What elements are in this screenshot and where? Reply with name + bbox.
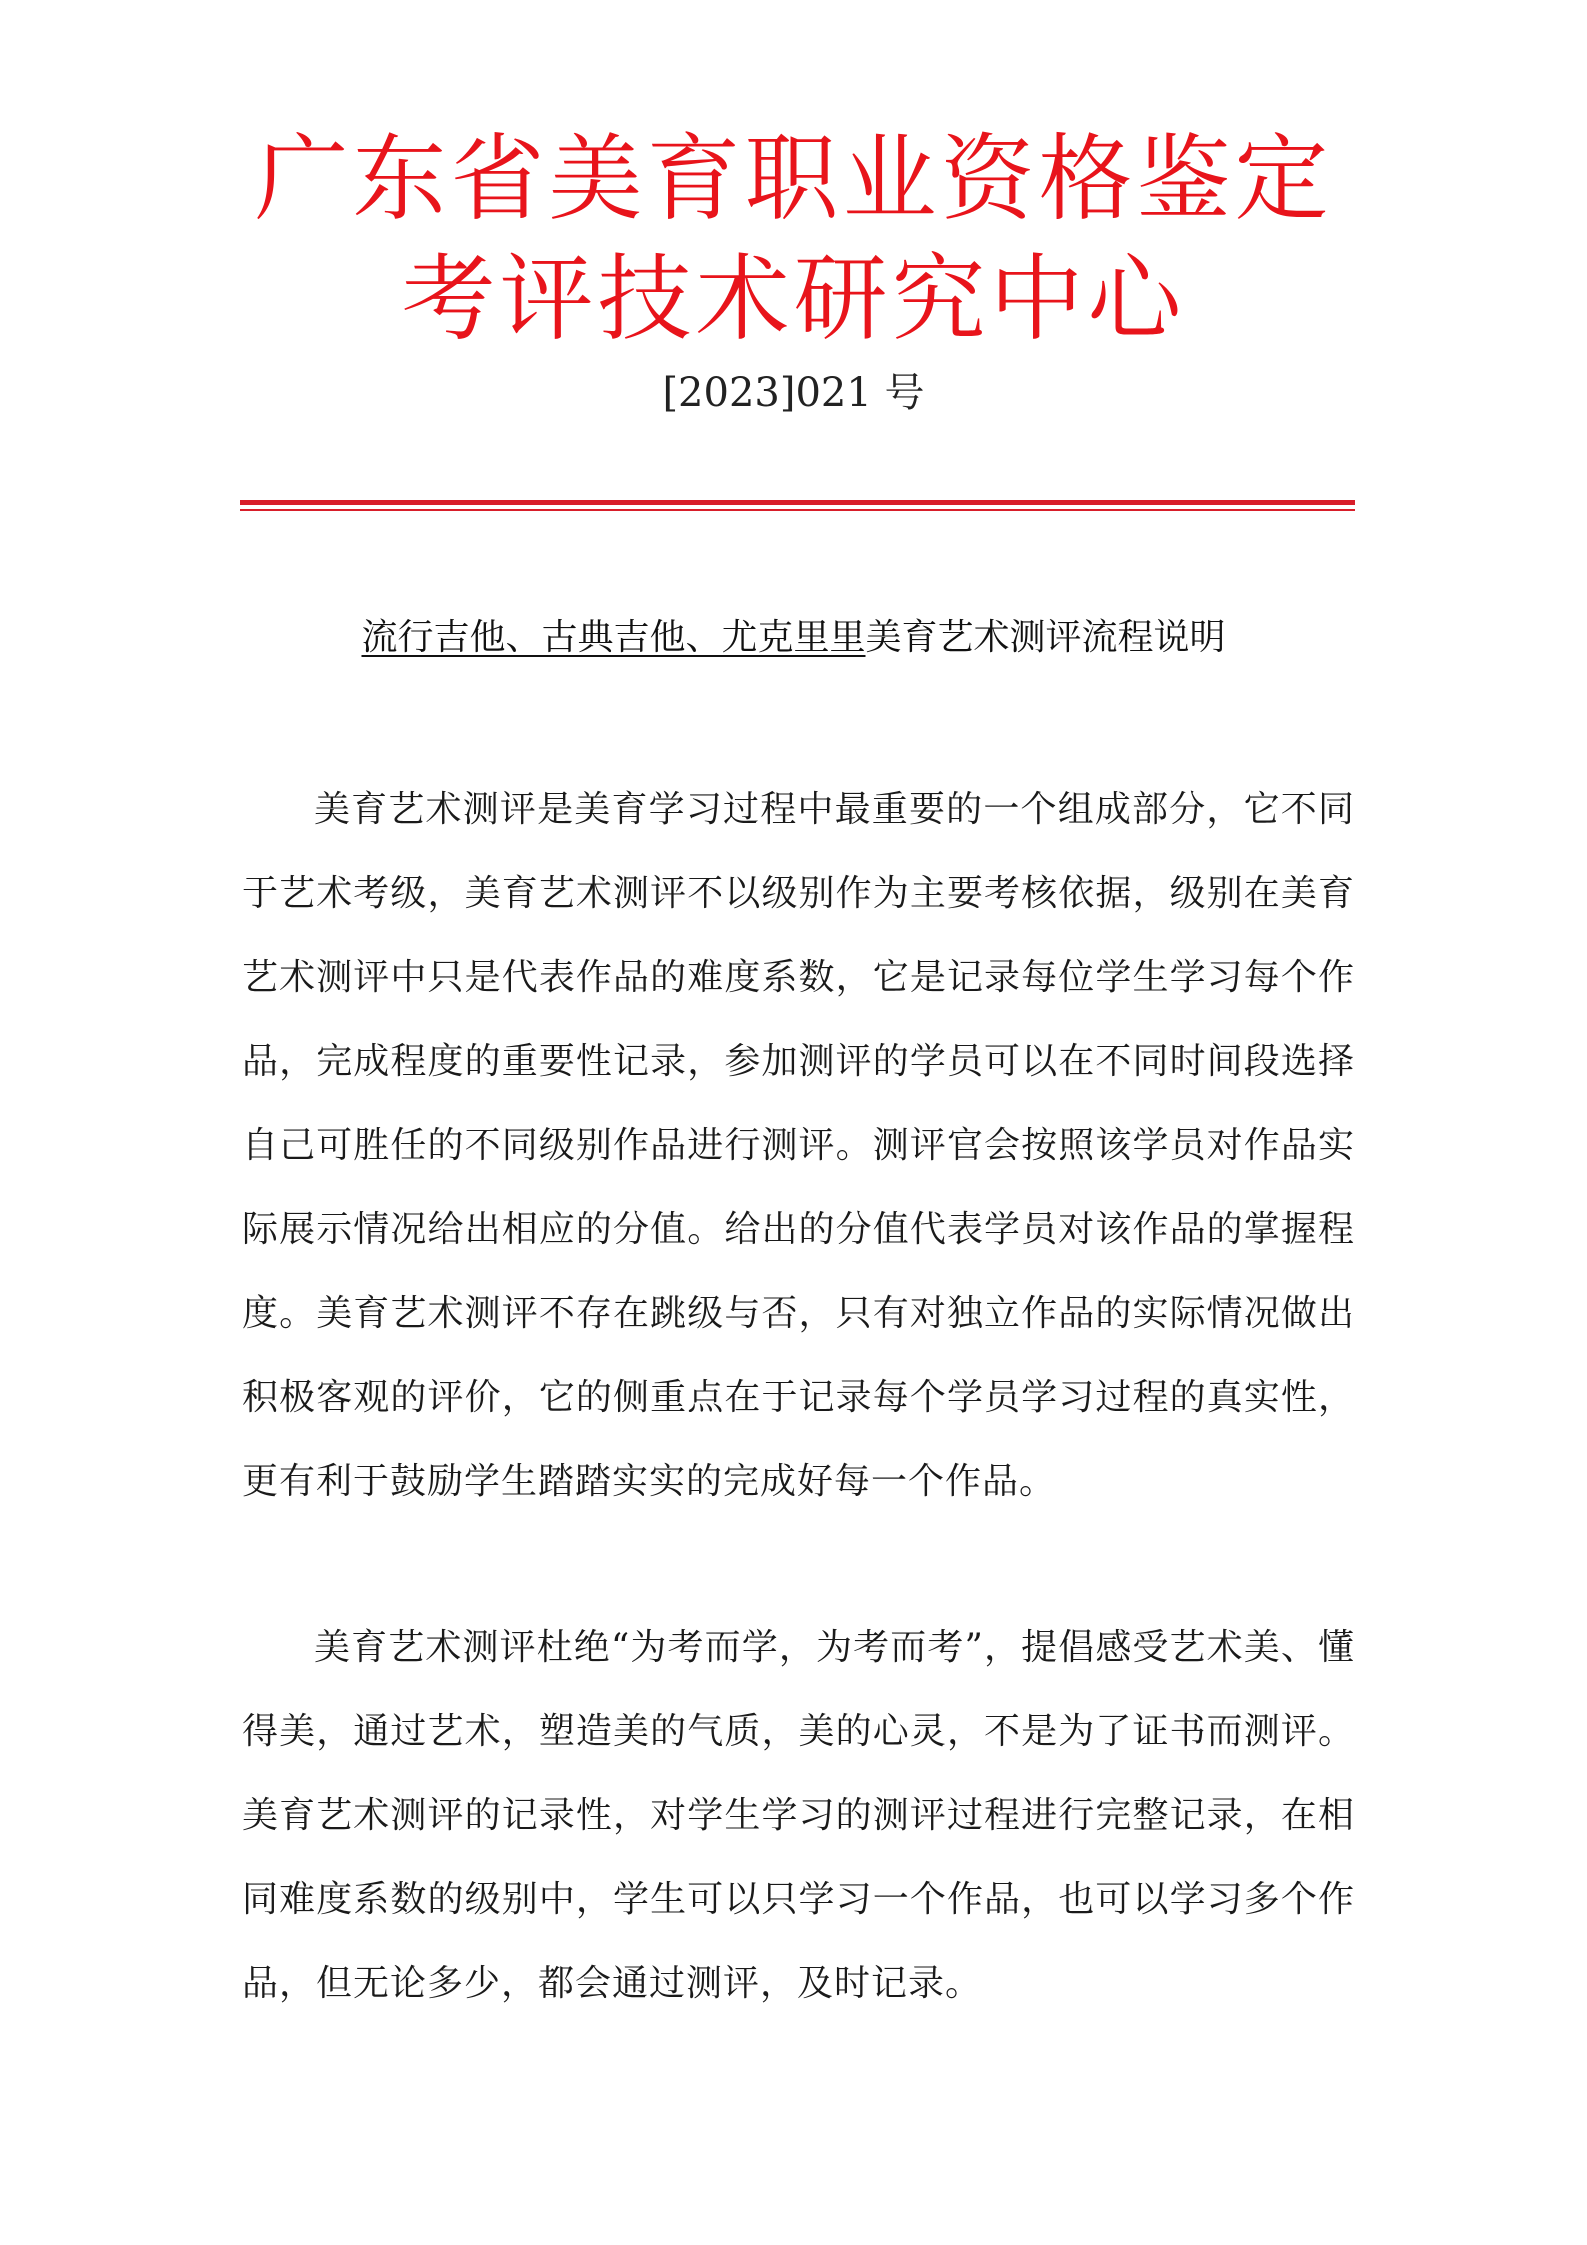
body-paragraph-2: 美育艺术测评杜绝“为考而学，为考而考”，提倡感受艺术美、懂得美，通过艺术，塑造美的气质，美的心灵，不是为了证书而测评。美育艺术测评的记录性，对学生学习的测评过程进行完整记录，在相同难度系数的级别中，学生可以只学习一个作品，也可以学习多个作品，但无论多少，都会通过测评，及时记录。	[242, 1627, 1355, 2004]
document-title	[0, 608, 1587, 668]
organization-name-line-1: 广东省美育职业资格鉴定	[254, 125, 1333, 234]
title-instruments: 流行吉他、古典吉他、尤克里里	[361, 617, 866, 658]
header-divider-thick	[240, 500, 1355, 505]
body-paragraph-1: 美育艺术测评是美育学习过程中最重要的一个组成部分，它不同于艺术考级，美育艺术测评不以级别作为主要考核依据，级别在美育艺术测评中只是代表作品的难度系数，它是记录每位学生学习每个作品，完成程度的重要性记录，参加测评的学员可以在不同时间段选择自己可胜任的不同级别作品进行测评。测评官会按照该学员对作品实际展示情况给出相应的分值。给出的分值代表学员对该作品的掌握程度。美育艺术测评不存在跳级与否，只有对独立作品的实际情况做出积极客观的评价，它的侧重点在于记录每个学员学习过程的真实性，更有利于鼓励学生踏踏实实的完成好每一个作品。	[242, 789, 1355, 1502]
title-subject: 美育艺术测评流程说明	[865, 617, 1226, 658]
document-number: [2023]021 号	[662, 370, 925, 416]
organization-name-line-2: 考评技术研究中心	[401, 245, 1186, 354]
header-divider-thin	[240, 509, 1355, 511]
